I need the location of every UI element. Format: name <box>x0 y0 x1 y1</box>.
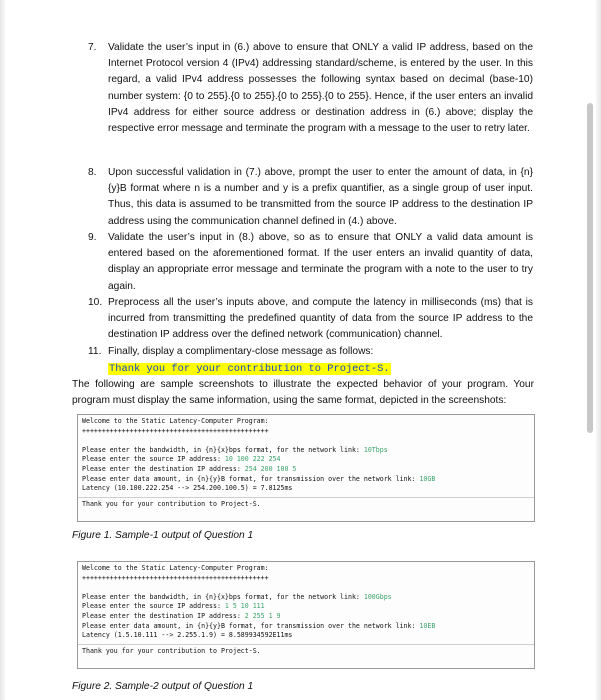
list-item-text: Finally, display a complimentary-close message as follows: <box>108 346 374 357</box>
scrollbar-thumb[interactable] <box>587 103 593 433</box>
console-input: 10GB <box>419 474 436 483</box>
list-item-11 <box>88 344 533 377</box>
console-input: 10EB <box>419 621 436 630</box>
list-item-9 <box>88 230 533 295</box>
sample-2-console <box>77 561 535 669</box>
console-stars: +++++++++++++++++++++++++++++++++++++++++++++++ <box>82 573 269 582</box>
list-item-7 <box>88 40 533 137</box>
list-item-number: 11. <box>88 346 102 357</box>
console-prompt: Please enter the destination IP address: <box>82 611 245 620</box>
console-input: 10Tbps <box>363 445 388 454</box>
console-header: Welcome to the Static Latency-Computer Program: <box>82 417 269 425</box>
console-input: 1 5 10 111 <box>224 602 265 611</box>
list-item-text: Validate the user’s input in (6.) above to ensure that ONLY a valid IP address, based on the Internet Protocol version 4 (IPv4) addressing standard/scheme, is entered by the user. In this regard, a valid IPv4 address possesses the following syntax based on decimal (base-10) number system: {0 to 255}.{0 to 255}.{0 to 255}.{0 to 255}. Hence, if the user enters an invalid IPv4 address for either source address or destination address in (6.) above; display the respective error message and terminate the program with a message to the user to retry later. <box>108 42 533 135</box>
console-header: Welcome to the Static Latency-Computer Program: <box>82 564 269 572</box>
console-prompt: Please enter the bandwidth, in {n}{x}bps format, for the network link: <box>82 445 364 454</box>
highlighted-close-message: Thank you for your contribution to Project-S. <box>109 363 390 376</box>
list-item-number: 9. <box>88 232 97 243</box>
console-stars: +++++++++++++++++++++++++++++++++++++++++++++++ <box>82 426 269 435</box>
list-item-8 <box>88 165 533 230</box>
console-footer: Thank you for your contribution to Project-S. <box>82 499 261 508</box>
console-prompt: Please enter the bandwidth, in {n}{x}bps format, for the network link: <box>82 592 364 601</box>
console-result: Latency (10.100.222.254 --> 254.200.100.5) = 7.8125ms <box>82 484 293 493</box>
list-item-number: 8. <box>88 167 97 178</box>
intro-paragraph: The following are sample screenshots to illustrate the expected behavior of your program. Your program must display the same information, using the same format, depicted in the screenshots: <box>72 379 534 407</box>
figure-2-caption: Figure 2. Sample-2 output of Question 1 <box>72 681 254 692</box>
sample-1-console <box>77 414 535 522</box>
console-input: 100Gbps <box>363 592 392 601</box>
console-prompt: Please enter data amount, in {n}{y}B format, for transmission over the network link: <box>82 621 420 630</box>
console-input: 254 200 100 5 <box>244 464 297 473</box>
list-item-number: 10. <box>88 297 103 308</box>
list-item-text: Preprocess all the user’s inputs above, and compute the latency in milliseconds (ms) that is incurred from transmitting the predefined quantity of data from the source IP address to the destination IP address over the defined network (communication) channel. <box>108 297 533 341</box>
console-result: Latency (1.5.10.111 --> 2.255.1.9) = 8.589934592E11ms <box>82 631 293 640</box>
page-edge-left <box>0 0 5 700</box>
list-item-number: 7. <box>88 42 97 53</box>
console-footer: Thank you for your contribution to Project-S. <box>82 646 261 655</box>
list-item-text: Upon successful validation in (7.) above, prompt the user to enter the amount of data, in {n}{y}B format where n is a number and y is a prefix quantifier, as a single group of user input. Thus, this data is assumed to be transmitted from the source IP address to the destination IP address using the communication channel defined in (4.) above. <box>108 167 533 227</box>
console-prompt: Please enter the source IP address: <box>82 455 225 464</box>
figure-1-caption: Figure 1. Sample-1 output of Question 1 <box>72 530 254 541</box>
console-input: 2 255 1 9 <box>244 611 281 620</box>
list-item-text: Validate the user’s input in (8.) above, so as to ensure that ONLY a valid data amount is entered based on the aforementioned format. If the user enters an invalid quantity of data, display an appropriate error message and terminate the program with a note to the user to try again. <box>108 232 533 292</box>
console-input: 10 100 222 254 <box>224 455 281 464</box>
list-item-10 <box>88 295 533 344</box>
console-prompt: Please enter data amount, in {n}{y}B format, for transmission over the network link: <box>82 474 420 483</box>
console-prompt: Please enter the source IP address: <box>82 602 225 611</box>
page-edge-right <box>596 0 601 700</box>
console-prompt: Please enter the destination IP address: <box>82 464 245 473</box>
